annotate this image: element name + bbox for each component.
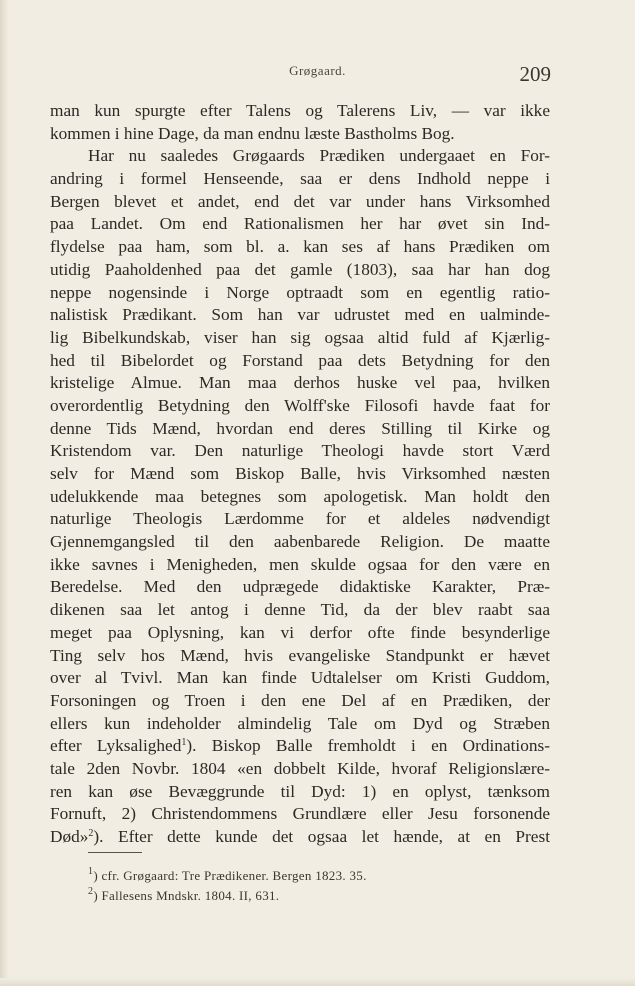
text-line: paa Landet. Om end Rationalismen her har øvet sin Ind- xyxy=(50,214,550,234)
text-line: kommen i hine Dage, da man endnu læste Bastholms Bog. xyxy=(50,123,455,143)
text-line: flydelse paa ham, som bl. a. kan ses af hans Prædiken om xyxy=(50,237,550,257)
text-line: ikke savnes i Menigheden, men skulde ogsaa for den være en xyxy=(50,554,550,574)
text-line: hed til Bibelordet og Forstand paa dets Betydning for den xyxy=(50,350,550,370)
page-bottom-shadow xyxy=(0,978,635,986)
text-line: Fornuft, 2) Christendommens Grundlære eller Jesu forsonende xyxy=(50,804,550,824)
text-line: utidig Paaholdenhed paa det gamle (1803), saa har han dog xyxy=(50,259,550,279)
footnote-ref-1[interactable]: 1 xyxy=(181,737,187,749)
text-line: nalistisk Prædikant. Som han var udrustet med en ualminde- xyxy=(50,305,550,325)
text-line: udelukkende maa betegnes som apologetisk. Man holdt den xyxy=(50,486,550,506)
line-text-tail: ). Biskop Balle fremholdt i en Ordinations- xyxy=(186,736,550,756)
line-text-tail: ). Efter dette kunde det ogsaa let hænde, at en Prest xyxy=(93,827,550,846)
text-line: Ting selv hos Mænd, hvis evangeliske Standpunkt er hævet xyxy=(50,645,550,665)
line-text: Død» xyxy=(50,827,89,846)
text-line: neppe nogensinde i Norge optraadt som en egentlig ratio- xyxy=(50,282,550,302)
footnote-marker: 1 xyxy=(88,866,94,877)
text-line: over al Tvivl. Man kan finde Udtalelser om Kristi Guddom, xyxy=(50,668,550,688)
text-line: overordentlig Betydning den Wolff'ske Filosofi havde faat for xyxy=(50,395,550,415)
footnote-marker: 2 xyxy=(88,886,94,897)
page-gutter-shadow xyxy=(0,0,9,986)
footnotes xyxy=(88,866,367,906)
text-line: denne Tids Mænd, hvordan end deres Stilling til Kirke og xyxy=(50,418,550,438)
text-line: Har nu saaledes Grøgaards Prædiken undergaaet en For- xyxy=(88,146,550,166)
text-line-with-footnote-ref xyxy=(50,735,550,758)
text-line: Gjennemgangsled til den aabenbarede Religion. De maatte xyxy=(50,532,550,552)
text-line: Beredelse. Med den udprægede didaktiske Karakter, Præ- xyxy=(50,577,550,597)
text-line: ellers kun indeholder almindelig Tale om Dyd og Stræben xyxy=(50,713,550,733)
page-number: 209 xyxy=(519,62,551,86)
text-line: andring i formel Henseende, saa er dens Indhold neppe i xyxy=(50,169,550,189)
running-head: Grøgaard. xyxy=(289,63,346,78)
text-line: dikenen saa let antog i denne Tid, da der blev raabt saa xyxy=(50,600,550,620)
text-line: tale 2den Novbr. 1804 «en dobbelt Kilde, hvoraf Religionslære- xyxy=(50,758,550,778)
text-line: naturlige Theologis Lærdomme for et aldeles nødvendigt xyxy=(50,509,550,529)
footnote-divider xyxy=(88,852,142,853)
text-line: ren kan øse Bevæggrunde til Dyd: 1) en oplyst, tænksom xyxy=(50,781,550,801)
body-text xyxy=(50,100,550,849)
footnote-text: ) Fallesens Mndskr. 1804. II, 631. xyxy=(93,888,280,903)
text-line: lig Bibelkundskab, viser han sig ogsaa altid fuld af Kjærlig- xyxy=(50,327,550,347)
footnote-1 xyxy=(88,866,367,886)
line-text: efter Lyksalighed xyxy=(50,736,182,756)
text-line: kristelige Almue. Man maa derhos huske vel paa, hvilken xyxy=(50,373,550,393)
text-line: selv for Mænd som Biskop Balle, hvis Virksomhed næsten xyxy=(50,464,550,483)
text-line: man kun spurgte efter Talens og Talerens Liv, — var ikke xyxy=(50,101,550,120)
text-line: Bergen blevet et andet, end det var under hans Virksomhed xyxy=(50,191,550,211)
text-line: meget paa Oplysning, kan vi derfor ofte finde besynderlige xyxy=(50,622,550,642)
text-line: Kristendom var. Den naturlige Theologi havde stort Værd xyxy=(50,441,550,461)
footnote-ref-2[interactable]: 2 xyxy=(88,828,94,839)
text-line-with-footnote-ref xyxy=(50,826,550,849)
footnote-2 xyxy=(88,886,367,906)
footnote-text: ) cfr. Grøgaard: Tre Prædikener. Bergen 1823. 35. xyxy=(93,868,367,883)
text-line: Forsoningen og Troen i den ene Del af en Prædiken, der xyxy=(50,690,550,710)
